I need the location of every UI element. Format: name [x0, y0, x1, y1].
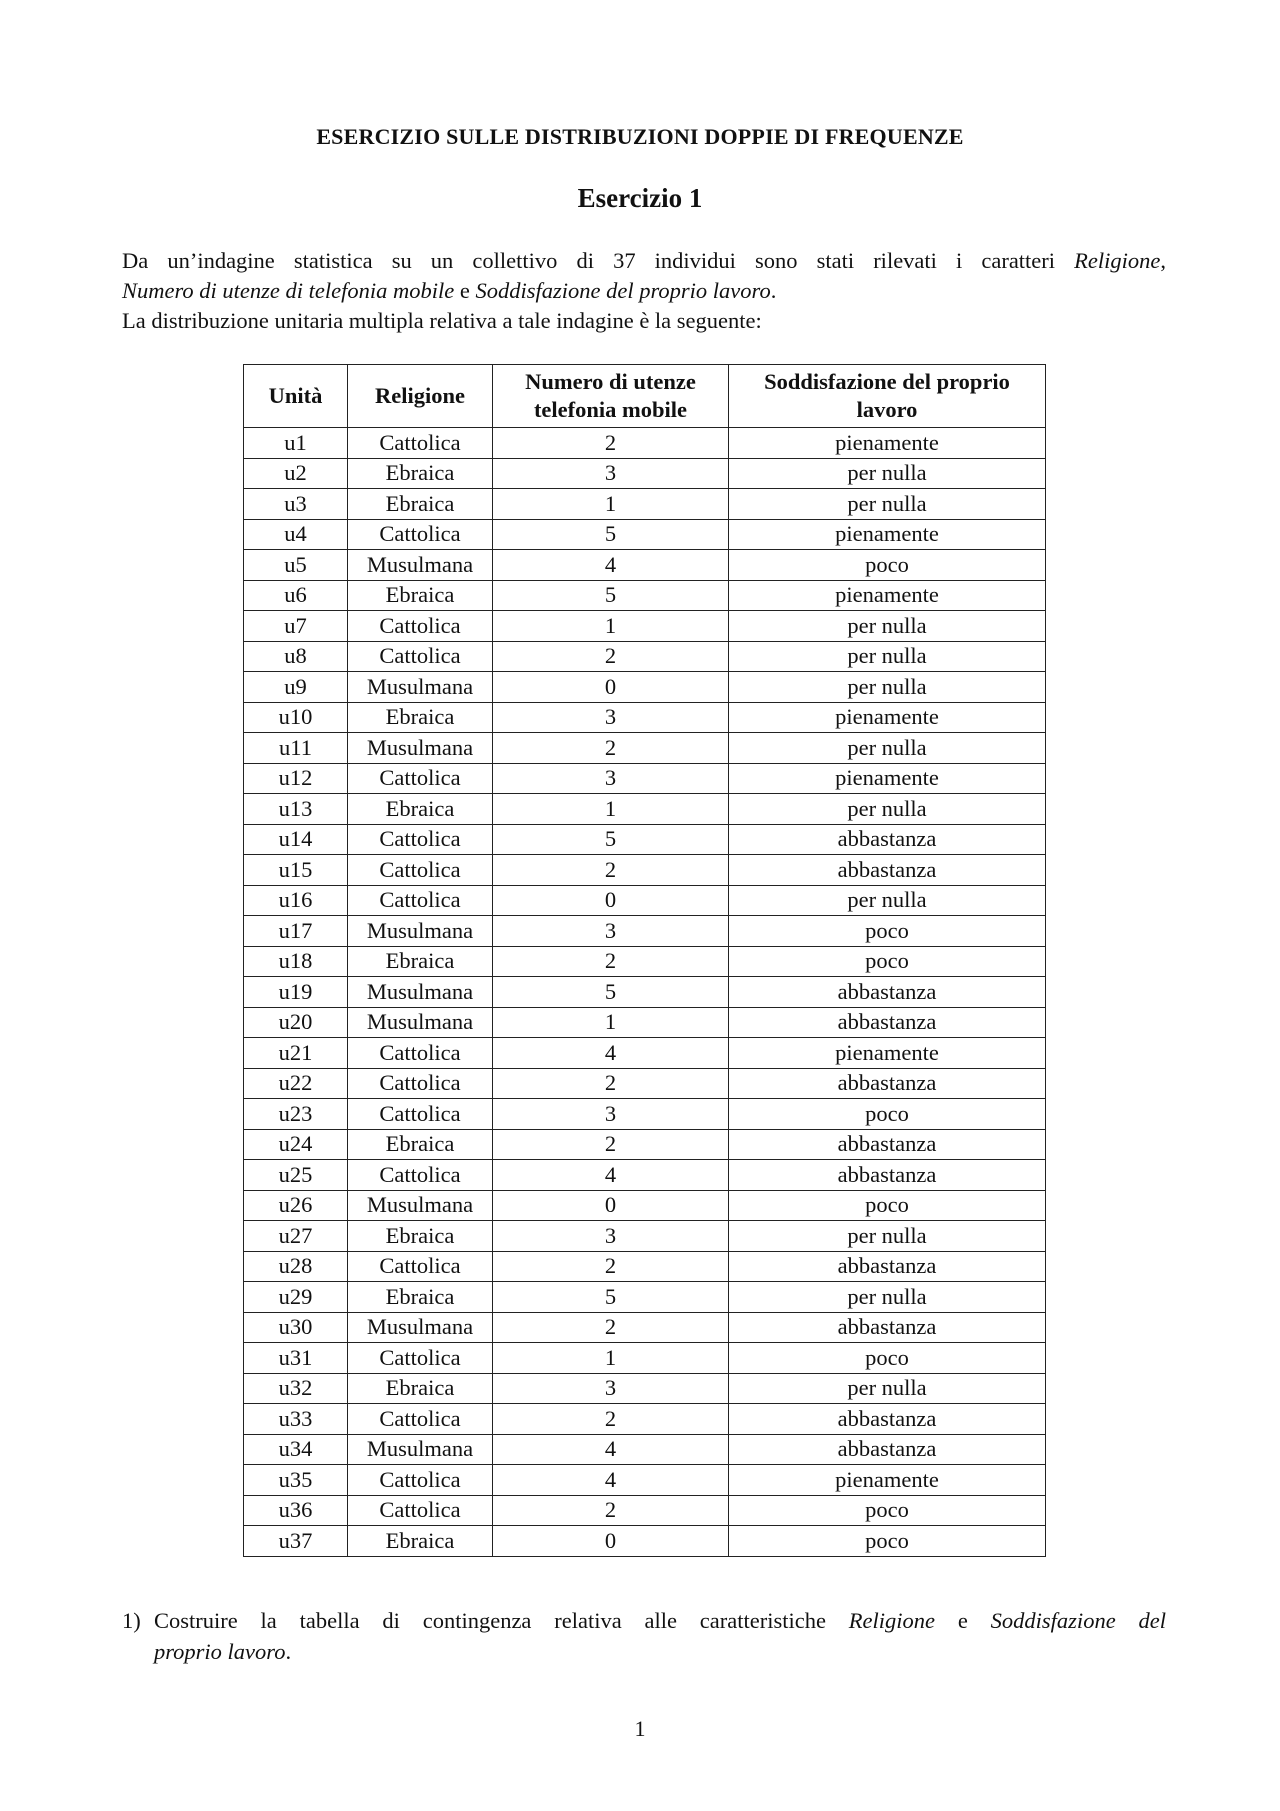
intro-end: . [770, 278, 777, 303]
cell-religione: Ebraica [348, 794, 493, 825]
table-row [244, 1343, 1046, 1374]
cell-soddisfazione: per nulla [729, 611, 1046, 642]
cell-utenze: 4 [493, 1160, 729, 1191]
cell-unita: u35 [244, 1465, 348, 1496]
cell-religione: Musulmana [348, 550, 493, 581]
table-row [244, 519, 1046, 550]
page-number: 1 [634, 1716, 646, 1741]
question-text-a: Costruire la tabella di contingenza relativa alle caratteristiche [154, 1608, 849, 1633]
table-row [244, 1312, 1046, 1343]
cell-religione: Ebraica [348, 580, 493, 611]
cell-unita: u21 [244, 1038, 348, 1069]
table-row [244, 1221, 1046, 1252]
cell-utenze: 0 [493, 1526, 729, 1557]
cell-unita: u10 [244, 702, 348, 733]
table-row [244, 1465, 1046, 1496]
cell-unita: u22 [244, 1068, 348, 1099]
cell-soddisfazione: poco [729, 1526, 1046, 1557]
cell-religione: Cattolica [348, 641, 493, 672]
table-row [244, 1495, 1046, 1526]
cell-utenze: 4 [493, 1434, 729, 1465]
cell-religione: Ebraica [348, 1129, 493, 1160]
cell-utenze: 5 [493, 1282, 729, 1313]
cell-unita: u3 [244, 489, 348, 520]
cell-soddisfazione: abbastanza [729, 1404, 1046, 1435]
cell-religione: Cattolica [348, 1099, 493, 1130]
cell-religione: Cattolica [348, 855, 493, 886]
cell-utenze: 2 [493, 1495, 729, 1526]
header-unita: Unità [244, 365, 348, 428]
cell-religione: Musulmana [348, 916, 493, 947]
cell-unita: u31 [244, 1343, 348, 1374]
cell-utenze: 1 [493, 489, 729, 520]
cell-unita: u9 [244, 672, 348, 703]
cell-soddisfazione: pienamente [729, 763, 1046, 794]
table-body [244, 428, 1046, 1557]
cell-utenze: 2 [493, 1312, 729, 1343]
table-row [244, 1404, 1046, 1435]
cell-religione: Musulmana [348, 1007, 493, 1038]
cell-utenze: 1 [493, 1007, 729, 1038]
cell-soddisfazione: poco [729, 916, 1046, 947]
cell-utenze: 3 [493, 763, 729, 794]
cell-religione: Musulmana [348, 977, 493, 1008]
cell-unita: u33 [244, 1404, 348, 1435]
header-religione: Religione [348, 365, 493, 428]
cell-soddisfazione: pienamente [729, 428, 1046, 459]
cell-soddisfazione: pienamente [729, 580, 1046, 611]
table-row [244, 672, 1046, 703]
table-row [244, 641, 1046, 672]
question-end: . [285, 1639, 292, 1664]
question-line-2 [154, 1639, 291, 1664]
intro-line-2 [122, 276, 1166, 306]
cell-religione: Ebraica [348, 489, 493, 520]
cell-utenze: 4 [493, 1465, 729, 1496]
table-row [244, 1007, 1046, 1038]
cell-soddisfazione: poco [729, 946, 1046, 977]
question-line-1 [154, 1605, 1166, 1636]
cell-unita: u30 [244, 1312, 348, 1343]
table-row [244, 1129, 1046, 1160]
cell-utenze: 2 [493, 855, 729, 886]
question-soddisfazione: Soddisfazione del [990, 1608, 1166, 1633]
question-religione: Religione [848, 1608, 936, 1633]
main-title: ESERCIZIO SULLE DISTRIBUZIONI DOPPIE DI FREQUENZE [316, 124, 964, 149]
distribution-table [243, 364, 1046, 1557]
cell-unita: u13 [244, 794, 348, 825]
cell-utenze: 4 [493, 550, 729, 581]
cell-utenze: 3 [493, 1099, 729, 1130]
cell-unita: u11 [244, 733, 348, 764]
cell-religione: Cattolica [348, 611, 493, 642]
cell-unita: u6 [244, 580, 348, 611]
question-conj: e [935, 1608, 991, 1633]
cell-religione: Musulmana [348, 1190, 493, 1221]
cell-unita: u1 [244, 428, 348, 459]
table-row [244, 1526, 1046, 1557]
question-lavoro: proprio lavoro [154, 1639, 286, 1664]
header-soddisfazione: Soddisfazione del proprio lavoro [729, 365, 1046, 428]
cell-religione: Cattolica [348, 763, 493, 794]
table-row [244, 916, 1046, 947]
cell-soddisfazione: pienamente [729, 519, 1046, 550]
table-row [244, 1160, 1046, 1191]
cell-utenze: 0 [493, 1190, 729, 1221]
cell-religione: Cattolica [348, 1038, 493, 1069]
cell-soddisfazione: poco [729, 550, 1046, 581]
cell-unita: u25 [244, 1160, 348, 1191]
cell-soddisfazione: pienamente [729, 1038, 1046, 1069]
cell-soddisfazione: poco [729, 1495, 1046, 1526]
cell-unita: u32 [244, 1373, 348, 1404]
cell-soddisfazione: abbastanza [729, 824, 1046, 855]
cell-utenze: 2 [493, 1068, 729, 1099]
cell-religione: Ebraica [348, 1221, 493, 1252]
table-row [244, 794, 1046, 825]
intro-religione: Religione [1074, 248, 1161, 273]
cell-utenze: 3 [493, 1221, 729, 1252]
table-row [244, 1038, 1046, 1069]
table-row [244, 885, 1046, 916]
cell-soddisfazione: per nulla [729, 733, 1046, 764]
cell-soddisfazione: per nulla [729, 885, 1046, 916]
intro-text: Da un’indagine statistica su un collettivo di 37 individui sono stati rilevati i caratteri [122, 248, 1075, 273]
cell-religione: Cattolica [348, 1465, 493, 1496]
intro-conj: e [454, 278, 476, 303]
cell-unita: u16 [244, 885, 348, 916]
cell-soddisfazione: poco [729, 1190, 1046, 1221]
cell-utenze: 5 [493, 580, 729, 611]
cell-soddisfazione: poco [729, 1099, 1046, 1130]
cell-utenze: 5 [493, 519, 729, 550]
intro-paragraph [122, 246, 1166, 336]
cell-unita: u4 [244, 519, 348, 550]
cell-religione: Cattolica [348, 1251, 493, 1282]
cell-soddisfazione: pienamente [729, 1465, 1046, 1496]
table-row [244, 1068, 1046, 1099]
cell-religione: Cattolica [348, 824, 493, 855]
cell-religione: Cattolica [348, 1160, 493, 1191]
table-row [244, 824, 1046, 855]
cell-utenze: 3 [493, 916, 729, 947]
cell-unita: u15 [244, 855, 348, 886]
exercise-title: Esercizio 1 [577, 183, 703, 213]
cell-utenze: 2 [493, 946, 729, 977]
cell-religione: Cattolica [348, 428, 493, 459]
cell-soddisfazione: per nulla [729, 458, 1046, 489]
table-row [244, 1251, 1046, 1282]
cell-utenze: 1 [493, 794, 729, 825]
cell-unita: u28 [244, 1251, 348, 1282]
cell-unita: u29 [244, 1282, 348, 1313]
intro-line-1 [122, 246, 1166, 276]
table-row [244, 1099, 1046, 1130]
cell-soddisfazione: abbastanza [729, 1251, 1046, 1282]
cell-unita: u2 [244, 458, 348, 489]
table-row [244, 946, 1046, 977]
table-row [244, 1190, 1046, 1221]
cell-soddisfazione: abbastanza [729, 1129, 1046, 1160]
cell-utenze: 4 [493, 1038, 729, 1069]
cell-utenze: 2 [493, 733, 729, 764]
table-row [244, 550, 1046, 581]
intro-punct: , [1160, 248, 1166, 273]
table-row [244, 611, 1046, 642]
cell-utenze: 5 [493, 977, 729, 1008]
cell-utenze: 3 [493, 458, 729, 489]
intro-line-3: La distribuzione unitaria multipla relativa a tale indagine è la seguente: [122, 308, 762, 333]
intro-utenze: Numero di utenze di telefonia mobile [122, 278, 455, 303]
cell-soddisfazione: per nulla [729, 794, 1046, 825]
cell-soddisfazione: abbastanza [729, 1434, 1046, 1465]
cell-unita: u26 [244, 1190, 348, 1221]
cell-soddisfazione: abbastanza [729, 855, 1046, 886]
cell-soddisfazione: abbastanza [729, 1312, 1046, 1343]
cell-religione: Musulmana [348, 1312, 493, 1343]
cell-soddisfazione: abbastanza [729, 1160, 1046, 1191]
cell-unita: u12 [244, 763, 348, 794]
table-row [244, 1434, 1046, 1465]
cell-unita: u23 [244, 1099, 348, 1130]
cell-religione: Musulmana [348, 1434, 493, 1465]
cell-unita: u14 [244, 824, 348, 855]
cell-unita: u5 [244, 550, 348, 581]
header-utenze: Numero di utenze telefonia mobile [493, 365, 729, 428]
cell-utenze: 5 [493, 824, 729, 855]
cell-soddisfazione: per nulla [729, 1373, 1046, 1404]
cell-unita: u19 [244, 977, 348, 1008]
cell-religione: Cattolica [348, 885, 493, 916]
cell-religione: Cattolica [348, 519, 493, 550]
table-row [244, 1282, 1046, 1313]
intro-soddisfazione: Soddisfazione del proprio lavoro [475, 278, 771, 303]
cell-utenze: 0 [493, 885, 729, 916]
cell-religione: Ebraica [348, 458, 493, 489]
table-row [244, 763, 1046, 794]
cell-utenze: 2 [493, 1129, 729, 1160]
question-text [154, 1605, 1166, 1667]
cell-religione: Ebraica [348, 1373, 493, 1404]
table-row [244, 855, 1046, 886]
cell-soddisfazione: per nulla [729, 1282, 1046, 1313]
cell-utenze: 1 [493, 611, 729, 642]
cell-religione: Ebraica [348, 946, 493, 977]
cell-soddisfazione: poco [729, 1343, 1046, 1374]
question-number: 1) [122, 1608, 141, 1633]
cell-utenze: 3 [493, 1373, 729, 1404]
cell-utenze: 1 [493, 1343, 729, 1374]
cell-religione: Musulmana [348, 733, 493, 764]
cell-unita: u24 [244, 1129, 348, 1160]
cell-soddisfazione: abbastanza [729, 1068, 1046, 1099]
cell-utenze: 2 [493, 1251, 729, 1282]
cell-utenze: 2 [493, 1404, 729, 1435]
table-header-row [244, 365, 1046, 428]
table-row [244, 580, 1046, 611]
cell-religione: Cattolica [348, 1495, 493, 1526]
cell-utenze: 2 [493, 428, 729, 459]
cell-soddisfazione: per nulla [729, 1221, 1046, 1252]
cell-soddisfazione: per nulla [729, 489, 1046, 520]
cell-soddisfazione: abbastanza [729, 977, 1046, 1008]
table-row [244, 977, 1046, 1008]
cell-utenze: 3 [493, 702, 729, 733]
cell-religione: Cattolica [348, 1343, 493, 1374]
table-row [244, 428, 1046, 459]
question-1 [122, 1605, 1166, 1667]
cell-unita: u20 [244, 1007, 348, 1038]
cell-religione: Ebraica [348, 702, 493, 733]
cell-religione: Ebraica [348, 1526, 493, 1557]
cell-unita: u37 [244, 1526, 348, 1557]
cell-unita: u7 [244, 611, 348, 642]
cell-unita: u36 [244, 1495, 348, 1526]
cell-unita: u17 [244, 916, 348, 947]
cell-soddisfazione: pienamente [729, 702, 1046, 733]
cell-unita: u18 [244, 946, 348, 977]
cell-unita: u27 [244, 1221, 348, 1252]
table-row [244, 458, 1046, 489]
cell-soddisfazione: abbastanza [729, 1007, 1046, 1038]
cell-utenze: 2 [493, 641, 729, 672]
cell-soddisfazione: per nulla [729, 641, 1046, 672]
table-row [244, 702, 1046, 733]
table-row [244, 1373, 1046, 1404]
table-row [244, 489, 1046, 520]
cell-utenze: 0 [493, 672, 729, 703]
cell-unita: u8 [244, 641, 348, 672]
cell-religione: Musulmana [348, 672, 493, 703]
cell-religione: Cattolica [348, 1068, 493, 1099]
cell-religione: Ebraica [348, 1282, 493, 1313]
cell-religione: Cattolica [348, 1404, 493, 1435]
table-row [244, 733, 1046, 764]
cell-soddisfazione: per nulla [729, 672, 1046, 703]
cell-unita: u34 [244, 1434, 348, 1465]
